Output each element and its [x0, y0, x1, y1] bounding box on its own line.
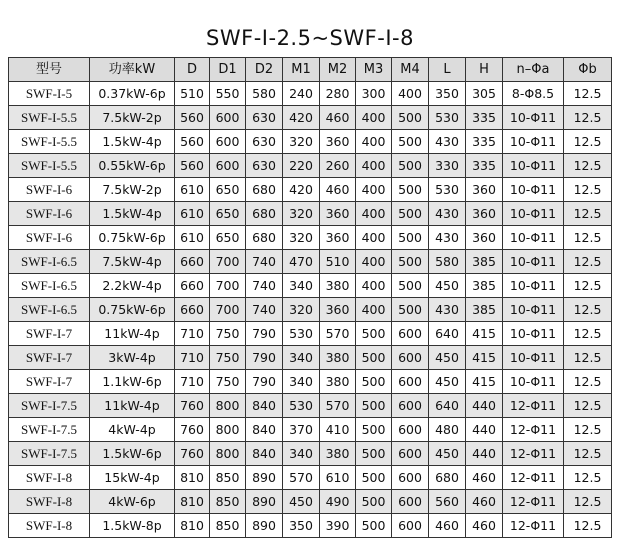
table-cell: 800 — [210, 394, 246, 418]
table-cell: 560 — [175, 154, 210, 178]
table-cell: 760 — [175, 394, 210, 418]
table-cell: 440 — [466, 394, 503, 418]
table-cell: 450 — [429, 442, 466, 466]
table-cell: 400 — [356, 226, 392, 250]
table-cell: 680 — [429, 466, 466, 490]
table-cell: 410 — [320, 418, 356, 442]
table-cell: 12.5 — [564, 490, 612, 514]
table-cell: 760 — [175, 442, 210, 466]
table-cell: 850 — [210, 514, 246, 538]
table-cell: 12.5 — [564, 346, 612, 370]
table-cell: 360 — [320, 226, 356, 250]
table-cell: 400 — [356, 106, 392, 130]
table-row — [9, 82, 612, 106]
model-cell: SWF-I-6.5 — [9, 274, 90, 298]
table-cell: 840 — [246, 442, 283, 466]
model-cell: SWF-I-7 — [9, 322, 90, 346]
table-cell: 640 — [429, 394, 466, 418]
table-cell: 335 — [466, 154, 503, 178]
table-row — [9, 154, 612, 178]
table-cell: 790 — [246, 322, 283, 346]
table-cell: 650 — [210, 178, 246, 202]
table-cell: 810 — [175, 490, 210, 514]
table-cell: 430 — [429, 202, 466, 226]
table-cell: 370 — [283, 418, 320, 442]
table-cell: 12.5 — [564, 370, 612, 394]
table-cell: 460 — [320, 106, 356, 130]
table-row — [9, 274, 612, 298]
table-cell: 385 — [466, 298, 503, 322]
table-cell: 12-Φ11 — [503, 490, 564, 514]
table-cell: 740 — [246, 250, 283, 274]
table-cell: 660 — [175, 274, 210, 298]
table-cell: 360 — [320, 298, 356, 322]
table-cell: 220 — [283, 154, 320, 178]
table-cell: 530 — [429, 178, 466, 202]
table-row — [9, 442, 612, 466]
table-cell: 10-Φ11 — [503, 322, 564, 346]
table-cell: 890 — [246, 466, 283, 490]
table-cell: 12.5 — [564, 322, 612, 346]
table-cell: 840 — [246, 394, 283, 418]
table-cell: 380 — [320, 442, 356, 466]
power-cell: 1.1kW-6p — [90, 370, 175, 394]
table-cell: 510 — [175, 82, 210, 106]
table-cell: 740 — [246, 298, 283, 322]
power-cell: 7.5kW-2p — [90, 178, 175, 202]
table-cell: 12.5 — [564, 82, 612, 106]
table-cell: 610 — [320, 466, 356, 490]
table-cell: 12.5 — [564, 418, 612, 442]
table-cell: 360 — [320, 202, 356, 226]
model-cell: SWF-I-5.5 — [9, 130, 90, 154]
model-cell: SWF-I-5 — [9, 82, 90, 106]
table-cell: 500 — [356, 490, 392, 514]
table-cell: 530 — [283, 322, 320, 346]
model-cell: SWF-I-6 — [9, 178, 90, 202]
power-cell: 0.75kW-6p — [90, 226, 175, 250]
table-cell: 280 — [320, 82, 356, 106]
table-cell: 850 — [210, 466, 246, 490]
table-cell: 10-Φ11 — [503, 346, 564, 370]
column-header: n–Φa — [503, 58, 564, 82]
table-cell: 420 — [283, 106, 320, 130]
table-row — [9, 418, 612, 442]
table-cell: 400 — [356, 202, 392, 226]
table-cell: 500 — [356, 370, 392, 394]
table-cell: 500 — [356, 394, 392, 418]
table-cell: 12.5 — [564, 250, 612, 274]
model-cell: SWF-I-7.5 — [9, 418, 90, 442]
table-cell: 320 — [283, 298, 320, 322]
table-cell: 335 — [466, 130, 503, 154]
table-cell: 12-Φ11 — [503, 514, 564, 538]
table-cell: 500 — [392, 154, 429, 178]
table-cell: 340 — [283, 274, 320, 298]
table-cell: 12.5 — [564, 202, 612, 226]
table-cell: 8-Φ8.5 — [503, 82, 564, 106]
table-cell: 660 — [175, 250, 210, 274]
table-cell: 10-Φ11 — [503, 130, 564, 154]
table-row — [9, 322, 612, 346]
table-cell: 750 — [210, 322, 246, 346]
table-cell: 680 — [246, 178, 283, 202]
table-cell: 385 — [466, 250, 503, 274]
table-cell: 385 — [466, 274, 503, 298]
table-cell: 12.5 — [564, 154, 612, 178]
table-cell: 600 — [210, 106, 246, 130]
table-cell: 260 — [320, 154, 356, 178]
power-cell: 4kW-6p — [90, 490, 175, 514]
table-row — [9, 490, 612, 514]
table-cell: 460 — [466, 514, 503, 538]
column-header: D — [175, 58, 210, 82]
table-cell: 380 — [320, 346, 356, 370]
table-cell: 340 — [283, 346, 320, 370]
table-cell: 460 — [466, 466, 503, 490]
table-row — [9, 130, 612, 154]
column-header: M4 — [392, 58, 429, 82]
table-cell: 450 — [429, 370, 466, 394]
table-cell: 360 — [466, 202, 503, 226]
table-cell: 415 — [466, 370, 503, 394]
table-cell: 12-Φ11 — [503, 442, 564, 466]
table-cell: 12.5 — [564, 442, 612, 466]
table-cell: 450 — [429, 346, 466, 370]
table-cell: 610 — [175, 178, 210, 202]
table-cell: 400 — [356, 274, 392, 298]
table-cell: 600 — [392, 418, 429, 442]
table-cell: 740 — [246, 274, 283, 298]
spec-table — [8, 57, 612, 538]
table-cell: 380 — [320, 370, 356, 394]
table-cell: 560 — [175, 106, 210, 130]
table-cell: 10-Φ11 — [503, 202, 564, 226]
table-cell: 430 — [429, 130, 466, 154]
table-cell: 610 — [175, 202, 210, 226]
column-header: H — [466, 58, 503, 82]
table-cell: 350 — [429, 82, 466, 106]
table-cell: 12.5 — [564, 514, 612, 538]
table-row — [9, 202, 612, 226]
table-row — [9, 226, 612, 250]
column-header: M1 — [283, 58, 320, 82]
power-cell: 7.5kW-2p — [90, 106, 175, 130]
model-cell: SWF-I-6 — [9, 226, 90, 250]
table-cell: 360 — [466, 226, 503, 250]
table-cell: 12.5 — [564, 466, 612, 490]
table-cell: 850 — [210, 490, 246, 514]
power-cell: 1.5kW-4p — [90, 202, 175, 226]
table-cell: 630 — [246, 106, 283, 130]
table-cell: 500 — [392, 130, 429, 154]
table-cell: 12.5 — [564, 178, 612, 202]
table-cell: 500 — [356, 418, 392, 442]
table-cell: 810 — [175, 466, 210, 490]
table-cell: 12-Φ11 — [503, 466, 564, 490]
table-row — [9, 466, 612, 490]
table-cell: 360 — [320, 130, 356, 154]
table-cell: 500 — [392, 178, 429, 202]
table-cell: 480 — [429, 418, 466, 442]
model-cell: SWF-I-6.5 — [9, 250, 90, 274]
table-cell: 550 — [210, 82, 246, 106]
power-cell: 11kW-4p — [90, 394, 175, 418]
table-cell: 530 — [283, 394, 320, 418]
table-row — [9, 370, 612, 394]
table-cell: 340 — [283, 442, 320, 466]
table-cell: 490 — [320, 490, 356, 514]
table-cell: 12.5 — [564, 226, 612, 250]
table-cell: 500 — [392, 202, 429, 226]
table-cell: 360 — [466, 178, 503, 202]
table-cell: 380 — [320, 274, 356, 298]
table-cell: 12.5 — [564, 394, 612, 418]
table-row — [9, 178, 612, 202]
table-cell: 10-Φ11 — [503, 298, 564, 322]
table-cell: 560 — [175, 130, 210, 154]
table-cell: 420 — [283, 178, 320, 202]
table-cell: 650 — [210, 226, 246, 250]
table-cell: 10-Φ11 — [503, 226, 564, 250]
table-cell: 510 — [320, 250, 356, 274]
table-cell: 500 — [356, 346, 392, 370]
table-cell: 12-Φ11 — [503, 394, 564, 418]
table-cell: 390 — [320, 514, 356, 538]
power-cell: 1.5kW-6p — [90, 442, 175, 466]
table-cell: 600 — [392, 466, 429, 490]
model-cell: SWF-I-5.5 — [9, 106, 90, 130]
table-cell: 710 — [175, 346, 210, 370]
table-cell: 320 — [283, 226, 320, 250]
table-cell: 450 — [283, 490, 320, 514]
model-cell: SWF-I-7 — [9, 370, 90, 394]
table-cell: 600 — [210, 130, 246, 154]
table-cell: 790 — [246, 346, 283, 370]
table-cell: 890 — [246, 514, 283, 538]
table-cell: 500 — [356, 442, 392, 466]
table-cell: 750 — [210, 370, 246, 394]
table-cell: 12.5 — [564, 106, 612, 130]
column-header: 型号 — [9, 58, 90, 82]
table-cell: 700 — [210, 274, 246, 298]
table-cell: 660 — [175, 298, 210, 322]
table-cell: 350 — [283, 514, 320, 538]
table-cell: 500 — [392, 106, 429, 130]
power-cell: 2.2kW-4p — [90, 274, 175, 298]
column-header: M2 — [320, 58, 356, 82]
table-cell: 810 — [175, 514, 210, 538]
table-cell: 10-Φ11 — [503, 106, 564, 130]
table-body — [9, 82, 612, 538]
table-cell: 500 — [392, 274, 429, 298]
table-cell: 415 — [466, 322, 503, 346]
table-cell: 760 — [175, 418, 210, 442]
table-cell: 750 — [210, 346, 246, 370]
table-cell: 500 — [356, 466, 392, 490]
table-cell: 300 — [356, 82, 392, 106]
table-cell: 840 — [246, 418, 283, 442]
table-cell: 240 — [283, 82, 320, 106]
power-cell: 15kW-4p — [90, 466, 175, 490]
model-cell: SWF-I-7.5 — [9, 394, 90, 418]
table-cell: 790 — [246, 370, 283, 394]
table-cell: 430 — [429, 226, 466, 250]
table-cell: 12.5 — [564, 130, 612, 154]
column-header: D2 — [246, 58, 283, 82]
power-cell: 1.5kW-8p — [90, 514, 175, 538]
table-cell: 460 — [429, 514, 466, 538]
table-cell: 330 — [429, 154, 466, 178]
table-cell: 530 — [429, 106, 466, 130]
column-header: 功率kW — [90, 58, 175, 82]
table-cell: 10-Φ11 — [503, 274, 564, 298]
model-cell: SWF-I-5.5 — [9, 154, 90, 178]
table-cell: 500 — [356, 514, 392, 538]
power-cell: 11kW-4p — [90, 322, 175, 346]
table-cell: 580 — [246, 82, 283, 106]
table-cell: 680 — [246, 226, 283, 250]
table-row — [9, 250, 612, 274]
table-cell: 600 — [210, 154, 246, 178]
power-cell: 1.5kW-4p — [90, 130, 175, 154]
table-row — [9, 298, 612, 322]
table-cell: 460 — [466, 490, 503, 514]
table-cell: 10-Φ11 — [503, 250, 564, 274]
power-cell: 7.5kW-4p — [90, 250, 175, 274]
table-cell: 400 — [356, 298, 392, 322]
table-cell: 800 — [210, 418, 246, 442]
table-cell: 640 — [429, 322, 466, 346]
header-row — [9, 58, 612, 82]
table-cell: 630 — [246, 154, 283, 178]
model-cell: SWF-I-6.5 — [9, 298, 90, 322]
table-cell: 650 — [210, 202, 246, 226]
table-cell: 710 — [175, 370, 210, 394]
table-cell: 335 — [466, 106, 503, 130]
table-cell: 500 — [356, 322, 392, 346]
table-cell: 600 — [392, 346, 429, 370]
table-cell: 500 — [392, 298, 429, 322]
table-cell: 400 — [356, 178, 392, 202]
table-cell: 12-Φ11 — [503, 418, 564, 442]
table-cell: 630 — [246, 130, 283, 154]
table-cell: 710 — [175, 322, 210, 346]
table-cell: 600 — [392, 322, 429, 346]
table-cell: 460 — [320, 178, 356, 202]
table-cell: 320 — [283, 202, 320, 226]
table-cell: 305 — [466, 82, 503, 106]
table-cell: 570 — [320, 322, 356, 346]
table-cell: 700 — [210, 250, 246, 274]
table-cell: 800 — [210, 442, 246, 466]
table-cell: 600 — [392, 394, 429, 418]
model-cell: SWF-I-7.5 — [9, 442, 90, 466]
table-cell: 890 — [246, 490, 283, 514]
power-cell: 0.37kW-6p — [90, 82, 175, 106]
table-cell: 12.5 — [564, 274, 612, 298]
power-cell: 4kW-4p — [90, 418, 175, 442]
table-row — [9, 514, 612, 538]
table-cell: 10-Φ11 — [503, 370, 564, 394]
table-cell: 430 — [429, 298, 466, 322]
table-cell: 340 — [283, 370, 320, 394]
table-cell: 400 — [356, 130, 392, 154]
model-cell: SWF-I-8 — [9, 514, 90, 538]
table-cell: 680 — [246, 202, 283, 226]
table-cell: 600 — [392, 442, 429, 466]
power-cell: 0.75kW-6p — [90, 298, 175, 322]
table-cell: 440 — [466, 442, 503, 466]
model-cell: SWF-I-8 — [9, 466, 90, 490]
table-row — [9, 394, 612, 418]
column-header: L — [429, 58, 466, 82]
column-header: Φb — [564, 58, 612, 82]
table-cell: 500 — [392, 226, 429, 250]
table-cell: 10-Φ11 — [503, 178, 564, 202]
table-cell: 10-Φ11 — [503, 154, 564, 178]
table-cell: 610 — [175, 226, 210, 250]
table-cell: 570 — [320, 394, 356, 418]
table-row — [9, 346, 612, 370]
table-row — [9, 106, 612, 130]
model-cell: SWF-I-6 — [9, 202, 90, 226]
table-cell: 500 — [392, 250, 429, 274]
power-cell: 3kW-4p — [90, 346, 175, 370]
table-cell: 600 — [392, 490, 429, 514]
column-header: D1 — [210, 58, 246, 82]
table-cell: 560 — [429, 490, 466, 514]
table-cell: 600 — [392, 370, 429, 394]
power-cell: 0.55kW-6p — [90, 154, 175, 178]
table-cell: 12.5 — [564, 298, 612, 322]
table-cell: 440 — [466, 418, 503, 442]
column-header: M3 — [356, 58, 392, 82]
table-cell: 700 — [210, 298, 246, 322]
table-cell: 400 — [356, 154, 392, 178]
table-cell: 400 — [392, 82, 429, 106]
table-cell: 570 — [283, 466, 320, 490]
table-title: SWF-I-2.5~SWF-I-8 — [206, 26, 414, 50]
table-cell: 600 — [392, 514, 429, 538]
table-cell: 415 — [466, 346, 503, 370]
table-cell: 470 — [283, 250, 320, 274]
model-cell: SWF-I-8 — [9, 490, 90, 514]
table-cell: 580 — [429, 250, 466, 274]
table-cell: 400 — [356, 250, 392, 274]
table-cell: 320 — [283, 130, 320, 154]
model-cell: SWF-I-7 — [9, 346, 90, 370]
table-cell: 450 — [429, 274, 466, 298]
